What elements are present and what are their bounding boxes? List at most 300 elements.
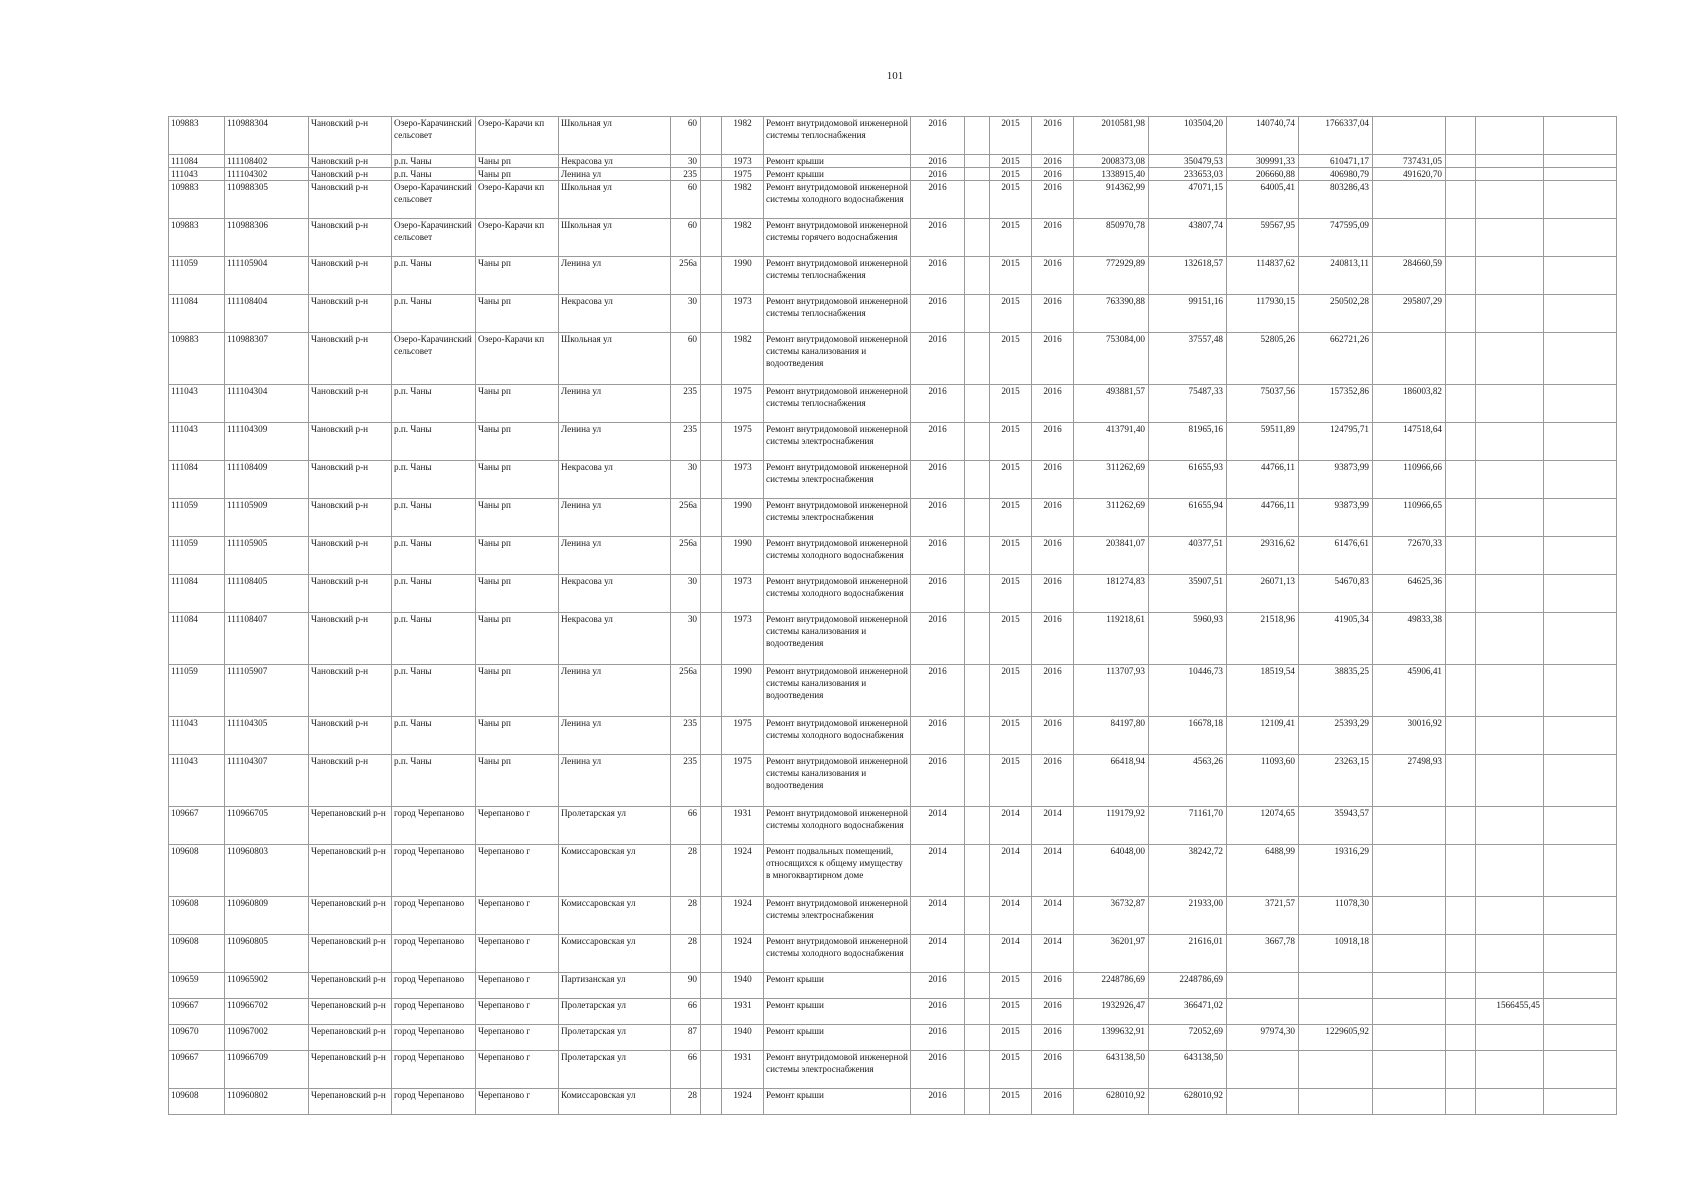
cell-col-20	[1446, 499, 1476, 537]
cell-work-start: 2015	[990, 295, 1032, 333]
cell-fund-cost: 21933,00	[1149, 897, 1227, 935]
cell-col-20	[1446, 461, 1476, 499]
cell-house-number: 30	[671, 575, 701, 613]
cell-municipality: р.п. Чаны	[392, 717, 476, 755]
cell-cost-col-18: 25393,29	[1299, 717, 1373, 755]
cell-col-22	[1544, 117, 1617, 155]
cell-col-12	[965, 537, 990, 575]
cell-fund-cost: 2248786,69	[1149, 973, 1227, 999]
cell-col-20	[1446, 755, 1476, 807]
table-row	[169, 613, 1617, 665]
cell-settlement: Чаны рп	[476, 155, 559, 168]
cell-fund-cost: 75487,33	[1149, 385, 1227, 423]
cell-col-22	[1544, 717, 1617, 755]
cell-street: Школьная ул	[559, 181, 671, 219]
cell-cost-col-19	[1373, 181, 1446, 219]
table-row	[169, 935, 1617, 973]
table-row	[169, 181, 1617, 219]
cell-fund-cost: 81965,16	[1149, 423, 1227, 461]
cell-work-start: 2015	[990, 423, 1032, 461]
cell-year-built: 1975	[722, 755, 764, 807]
cell-year-built: 1924	[722, 935, 764, 973]
cell-municipality: р.п. Чаны	[392, 423, 476, 461]
cell-house-number: 235	[671, 717, 701, 755]
cell-fund-cost: 103504,20	[1149, 117, 1227, 155]
cell-settlement: Черепаново г	[476, 845, 559, 897]
cell-building	[701, 999, 722, 1025]
cell-building	[701, 499, 722, 537]
cell-col-22	[1544, 935, 1617, 973]
cell-house-id: 111059	[169, 499, 225, 537]
table-row	[169, 845, 1617, 897]
cell-cost-col-17: 309991,33	[1227, 155, 1299, 168]
cell-work-start: 2015	[990, 537, 1032, 575]
cell-cost-col-18: 1766337,04	[1299, 117, 1373, 155]
cell-building	[701, 1089, 722, 1115]
cell-district: Чановский р-н	[309, 219, 392, 257]
cell-work-end: 2016	[1032, 575, 1074, 613]
cell-house-id: 111043	[169, 755, 225, 807]
cell-cost-col-21	[1476, 333, 1544, 385]
cell-street: Школьная ул	[559, 333, 671, 385]
cell-year-built: 1982	[722, 333, 764, 385]
cell-element-id: 110988304	[225, 117, 309, 155]
cell-element-id: 110988307	[225, 333, 309, 385]
cell-work-start: 2015	[990, 1089, 1032, 1115]
cell-work-type: Ремонт внутридомовой инженерной системы холодного водоснабжения	[764, 575, 911, 613]
cell-plan-year: 2014	[911, 935, 965, 973]
cell-work-start: 2015	[990, 1025, 1032, 1051]
cell-cost-col-21	[1476, 461, 1544, 499]
cell-municipality: р.п. Чаны	[392, 665, 476, 717]
cell-element-id: 111104307	[225, 755, 309, 807]
cell-cost-col-17: 44766,11	[1227, 499, 1299, 537]
cell-street: Школьная ул	[559, 117, 671, 155]
cell-district: Чановский р-н	[309, 613, 392, 665]
cell-work-type: Ремонт внутридомовой инженерной системы электроснабжения	[764, 461, 911, 499]
cell-col-20	[1446, 999, 1476, 1025]
cell-work-type: Ремонт внутридомовой инженерной системы теплоснабжения	[764, 117, 911, 155]
cell-cost-col-18: 747595,09	[1299, 219, 1373, 257]
cell-col-20	[1446, 537, 1476, 575]
cell-total-cost: 113707,93	[1074, 665, 1149, 717]
cell-municipality: город Черепаново	[392, 897, 476, 935]
cell-cost-col-18: 19316,29	[1299, 845, 1373, 897]
cell-plan-year: 2016	[911, 385, 965, 423]
cell-district: Черепановский р-н	[309, 845, 392, 897]
cell-settlement: Черепаново г	[476, 973, 559, 999]
cell-cost-col-21	[1476, 973, 1544, 999]
cell-col-22	[1544, 423, 1617, 461]
cell-col-12	[965, 499, 990, 537]
cell-building	[701, 1051, 722, 1089]
cell-house-id: 109659	[169, 973, 225, 999]
cell-cost-col-17	[1227, 1089, 1299, 1115]
cell-district: Чановский р-н	[309, 461, 392, 499]
cell-col-12	[965, 181, 990, 219]
cell-year-built: 1931	[722, 999, 764, 1025]
cell-work-end: 2014	[1032, 897, 1074, 935]
cell-element-id: 111108407	[225, 613, 309, 665]
cell-house-number: 30	[671, 295, 701, 333]
cell-municipality: город Черепаново	[392, 1089, 476, 1115]
cell-house-number: 60	[671, 117, 701, 155]
cell-plan-year: 2016	[911, 181, 965, 219]
cell-settlement: Чаны рп	[476, 717, 559, 755]
cell-building	[701, 168, 722, 181]
cell-street: Некрасова ул	[559, 155, 671, 168]
cell-cost-col-18: 157352,86	[1299, 385, 1373, 423]
cell-cost-col-18: 38835,25	[1299, 665, 1373, 717]
cell-fund-cost: 628010,92	[1149, 1089, 1227, 1115]
cell-settlement: Озеро-Карачи кп	[476, 117, 559, 155]
cell-element-id: 111105909	[225, 499, 309, 537]
cell-element-id: 110967002	[225, 1025, 309, 1051]
cell-municipality: город Черепаново	[392, 973, 476, 999]
cell-street: Пролетарская ул	[559, 807, 671, 845]
cell-col-20	[1446, 117, 1476, 155]
cell-street: Ленина ул	[559, 423, 671, 461]
cell-work-start: 2015	[990, 385, 1032, 423]
cell-work-end: 2016	[1032, 461, 1074, 499]
cell-work-start: 2014	[990, 845, 1032, 897]
cell-col-20	[1446, 897, 1476, 935]
cell-fund-cost: 350479,53	[1149, 155, 1227, 168]
cell-house-id: 111084	[169, 461, 225, 499]
table-row	[169, 1051, 1617, 1089]
cell-settlement: Чаны рп	[476, 385, 559, 423]
cell-cost-col-19	[1373, 807, 1446, 845]
table-row	[169, 461, 1617, 499]
cell-element-id: 110960805	[225, 935, 309, 973]
cell-plan-year: 2016	[911, 155, 965, 168]
table-row	[169, 665, 1617, 717]
cell-col-12	[965, 807, 990, 845]
cell-house-id: 109608	[169, 845, 225, 897]
cell-work-type: Ремонт внутридомовой инженерной системы холодного водоснабжения	[764, 537, 911, 575]
cell-fund-cost: 72052,69	[1149, 1025, 1227, 1051]
cell-cost-col-21	[1476, 845, 1544, 897]
cell-col-20	[1446, 219, 1476, 257]
cell-col-12	[965, 717, 990, 755]
cell-cost-col-18	[1299, 1089, 1373, 1115]
cell-house-id: 111043	[169, 717, 225, 755]
cell-element-id: 110960802	[225, 1089, 309, 1115]
cell-work-end: 2016	[1032, 385, 1074, 423]
cell-total-cost: 643138,50	[1074, 1051, 1149, 1089]
cell-cost-col-18: 93873,99	[1299, 461, 1373, 499]
cell-municipality: р.п. Чаны	[392, 575, 476, 613]
cell-work-start: 2015	[990, 665, 1032, 717]
cell-cost-col-21	[1476, 613, 1544, 665]
cell-settlement: Чаны рп	[476, 755, 559, 807]
cell-work-end: 2016	[1032, 257, 1074, 295]
cell-total-cost: 850970,78	[1074, 219, 1149, 257]
cell-year-built: 1990	[722, 665, 764, 717]
cell-cost-col-21	[1476, 117, 1544, 155]
cell-municipality: город Черепаново	[392, 999, 476, 1025]
cell-house-id: 111043	[169, 168, 225, 181]
cell-col-22	[1544, 845, 1617, 897]
cell-plan-year: 2016	[911, 461, 965, 499]
cell-building	[701, 117, 722, 155]
cell-municipality: р.п. Чаны	[392, 155, 476, 168]
cell-total-cost: 311262,69	[1074, 461, 1149, 499]
cell-cost-col-17: 64005,41	[1227, 181, 1299, 219]
cell-house-number: 90	[671, 973, 701, 999]
cell-street: Некрасова ул	[559, 295, 671, 333]
cell-house-number: 28	[671, 845, 701, 897]
cell-plan-year: 2016	[911, 499, 965, 537]
cell-cost-col-19	[1373, 333, 1446, 385]
cell-building	[701, 219, 722, 257]
cell-col-22	[1544, 807, 1617, 845]
cell-cost-col-21	[1476, 155, 1544, 168]
cell-settlement: Чаны рп	[476, 499, 559, 537]
cell-work-start: 2015	[990, 333, 1032, 385]
cell-col-12	[965, 973, 990, 999]
cell-plan-year: 2016	[911, 1089, 965, 1115]
cell-year-built: 1973	[722, 575, 764, 613]
cell-house-number: 66	[671, 807, 701, 845]
cell-work-end: 2016	[1032, 1051, 1074, 1089]
cell-col-22	[1544, 461, 1617, 499]
cell-cost-col-21	[1476, 219, 1544, 257]
cell-cost-col-19: 27498,93	[1373, 755, 1446, 807]
cell-total-cost: 66418,94	[1074, 755, 1149, 807]
cell-work-start: 2015	[990, 257, 1032, 295]
cell-fund-cost: 35907,51	[1149, 575, 1227, 613]
cell-cost-col-18	[1299, 1051, 1373, 1089]
cell-fund-cost: 132618,57	[1149, 257, 1227, 295]
cell-district: Чановский р-н	[309, 295, 392, 333]
cell-cost-col-19: 110966,65	[1373, 499, 1446, 537]
cell-cost-col-19	[1373, 117, 1446, 155]
cell-work-end: 2016	[1032, 999, 1074, 1025]
cell-col-22	[1544, 575, 1617, 613]
cell-work-start: 2014	[990, 935, 1032, 973]
cell-year-built: 1975	[722, 717, 764, 755]
cell-total-cost: 914362,99	[1074, 181, 1149, 219]
cell-work-type: Ремонт внутридомовой инженерной системы горячего водоснабжения	[764, 219, 911, 257]
cell-element-id: 111104302	[225, 168, 309, 181]
table-row	[169, 717, 1617, 755]
cell-plan-year: 2016	[911, 717, 965, 755]
cell-work-type: Ремонт внутридомовой инженерной системы холодного водоснабжения	[764, 717, 911, 755]
cell-work-end: 2014	[1032, 807, 1074, 845]
table-row	[169, 999, 1617, 1025]
cell-house-id: 109608	[169, 897, 225, 935]
cell-col-12	[965, 755, 990, 807]
cell-house-id: 111059	[169, 257, 225, 295]
cell-house-id: 109883	[169, 333, 225, 385]
cell-house-id: 111084	[169, 613, 225, 665]
cell-total-cost: 413791,40	[1074, 423, 1149, 461]
cell-cost-col-19: 64625,36	[1373, 575, 1446, 613]
cell-col-20	[1446, 717, 1476, 755]
cell-cost-col-17: 140740,74	[1227, 117, 1299, 155]
cell-element-id: 111108405	[225, 575, 309, 613]
cell-work-end: 2016	[1032, 717, 1074, 755]
cell-col-20	[1446, 665, 1476, 717]
cell-col-12	[965, 385, 990, 423]
cell-work-end: 2016	[1032, 537, 1074, 575]
table-row	[169, 973, 1617, 999]
cell-year-built: 1931	[722, 807, 764, 845]
cell-district: Чановский р-н	[309, 537, 392, 575]
cell-municipality: город Черепаново	[392, 1051, 476, 1089]
cell-cost-col-21	[1476, 897, 1544, 935]
cell-house-number: 66	[671, 1051, 701, 1089]
cell-fund-cost: 43807,74	[1149, 219, 1227, 257]
cell-work-end: 2016	[1032, 295, 1074, 333]
cell-element-id: 110988305	[225, 181, 309, 219]
cell-settlement: Чаны рп	[476, 295, 559, 333]
cell-year-built: 1973	[722, 295, 764, 333]
cell-cost-col-17: 114837,62	[1227, 257, 1299, 295]
cell-fund-cost: 40377,51	[1149, 537, 1227, 575]
cell-element-id: 111104304	[225, 385, 309, 423]
cell-house-id: 111043	[169, 423, 225, 461]
cell-building	[701, 717, 722, 755]
cell-cost-col-19	[1373, 973, 1446, 999]
cell-building	[701, 807, 722, 845]
cell-house-id: 109608	[169, 1089, 225, 1115]
cell-col-22	[1544, 295, 1617, 333]
cell-total-cost: 753084,00	[1074, 333, 1149, 385]
cell-cost-col-19: 737431,05	[1373, 155, 1446, 168]
cell-cost-col-19	[1373, 219, 1446, 257]
cell-cost-col-21	[1476, 755, 1544, 807]
cell-col-20	[1446, 1025, 1476, 1051]
cell-municipality: р.п. Чаны	[392, 613, 476, 665]
cell-house-number: 256а	[671, 499, 701, 537]
cell-work-type: Ремонт крыши	[764, 168, 911, 181]
cell-element-id: 111108409	[225, 461, 309, 499]
cell-col-20	[1446, 423, 1476, 461]
cell-fund-cost: 37557,48	[1149, 333, 1227, 385]
cell-cost-col-19: 49833,38	[1373, 613, 1446, 665]
cell-settlement: Черепаново г	[476, 999, 559, 1025]
cell-total-cost: 311262,69	[1074, 499, 1149, 537]
cell-cost-col-17: 12074,65	[1227, 807, 1299, 845]
table-row	[169, 168, 1617, 181]
cell-col-12	[965, 423, 990, 461]
cell-house-number: 30	[671, 155, 701, 168]
cell-cost-col-17: 12109,41	[1227, 717, 1299, 755]
cell-work-end: 2016	[1032, 181, 1074, 219]
cell-col-22	[1544, 1089, 1617, 1115]
cell-year-built: 1990	[722, 499, 764, 537]
cell-work-type: Ремонт внутридомовой инженерной системы холодного водоснабжения	[764, 935, 911, 973]
cell-street: Ленина ул	[559, 665, 671, 717]
cell-col-20	[1446, 1051, 1476, 1089]
cell-cost-col-21	[1476, 665, 1544, 717]
cell-district: Чановский р-н	[309, 717, 392, 755]
cell-cost-col-18: 610471,17	[1299, 155, 1373, 168]
cell-col-20	[1446, 575, 1476, 613]
cell-element-id: 110966702	[225, 999, 309, 1025]
cell-plan-year: 2016	[911, 423, 965, 461]
cell-element-id: 110960803	[225, 845, 309, 897]
table-row	[169, 897, 1617, 935]
cell-total-cost: 119218,61	[1074, 613, 1149, 665]
cell-district: Черепановский р-н	[309, 807, 392, 845]
cell-house-number: 256а	[671, 665, 701, 717]
cell-municipality: р.п. Чаны	[392, 168, 476, 181]
cell-street: Партизанская ул	[559, 973, 671, 999]
cell-district: Чановский р-н	[309, 155, 392, 168]
cell-cost-col-17: 97974,30	[1227, 1025, 1299, 1051]
cell-total-cost: 2010581,98	[1074, 117, 1149, 155]
cell-district: Черепановский р-н	[309, 935, 392, 973]
cell-col-12	[965, 257, 990, 295]
cell-total-cost: 36732,87	[1074, 897, 1149, 935]
cell-plan-year: 2016	[911, 117, 965, 155]
cell-work-end: 2016	[1032, 219, 1074, 257]
cell-house-number: 256а	[671, 257, 701, 295]
cell-fund-cost: 643138,50	[1149, 1051, 1227, 1089]
cell-col-22	[1544, 155, 1617, 168]
cell-cost-col-18: 93873,99	[1299, 499, 1373, 537]
cell-building	[701, 423, 722, 461]
cell-building	[701, 613, 722, 665]
cell-work-type: Ремонт внутридомовой инженерной системы электроснабжения	[764, 423, 911, 461]
cell-fund-cost: 366471,02	[1149, 999, 1227, 1025]
cell-element-id: 110965902	[225, 973, 309, 999]
cell-settlement: Озеро-Карачи кп	[476, 219, 559, 257]
cell-col-20	[1446, 295, 1476, 333]
cell-cost-col-18: 23263,15	[1299, 755, 1373, 807]
cell-settlement: Черепаново г	[476, 807, 559, 845]
cell-col-12	[965, 1051, 990, 1089]
cell-cost-col-21	[1476, 257, 1544, 295]
cell-cost-col-17: 26071,13	[1227, 575, 1299, 613]
cell-cost-col-19: 284660,59	[1373, 257, 1446, 295]
cell-col-12	[965, 897, 990, 935]
cell-municipality: р.п. Чаны	[392, 385, 476, 423]
cell-street: Ленина ул	[559, 168, 671, 181]
cell-cost-col-21	[1476, 1025, 1544, 1051]
cell-municipality: р.п. Чаны	[392, 461, 476, 499]
cell-total-cost: 1932926,47	[1074, 999, 1149, 1025]
cell-year-built: 1975	[722, 168, 764, 181]
cell-year-built: 1931	[722, 1051, 764, 1089]
cell-cost-col-17: 29316,62	[1227, 537, 1299, 575]
cell-municipality: р.п. Чаны	[392, 295, 476, 333]
cell-street: Комиссаровская ул	[559, 845, 671, 897]
cell-work-start: 2015	[990, 755, 1032, 807]
cell-cost-col-18: 35943,57	[1299, 807, 1373, 845]
cell-col-12	[965, 575, 990, 613]
cell-col-20	[1446, 807, 1476, 845]
cell-fund-cost: 16678,18	[1149, 717, 1227, 755]
cell-year-built: 1940	[722, 973, 764, 999]
cell-street: Ленина ул	[559, 537, 671, 575]
cell-col-12	[965, 935, 990, 973]
cell-fund-cost: 61655,94	[1149, 499, 1227, 537]
cell-municipality: город Черепаново	[392, 935, 476, 973]
cell-work-start: 2015	[990, 999, 1032, 1025]
cell-building	[701, 461, 722, 499]
cell-work-start: 2015	[990, 168, 1032, 181]
cell-work-type: Ремонт внутридомовой инженерной системы холодного водоснабжения	[764, 807, 911, 845]
cell-col-22	[1544, 537, 1617, 575]
cell-cost-col-17: 6488,99	[1227, 845, 1299, 897]
cell-cost-col-19	[1373, 1089, 1446, 1115]
cell-plan-year: 2016	[911, 575, 965, 613]
cell-cost-col-17	[1227, 999, 1299, 1025]
